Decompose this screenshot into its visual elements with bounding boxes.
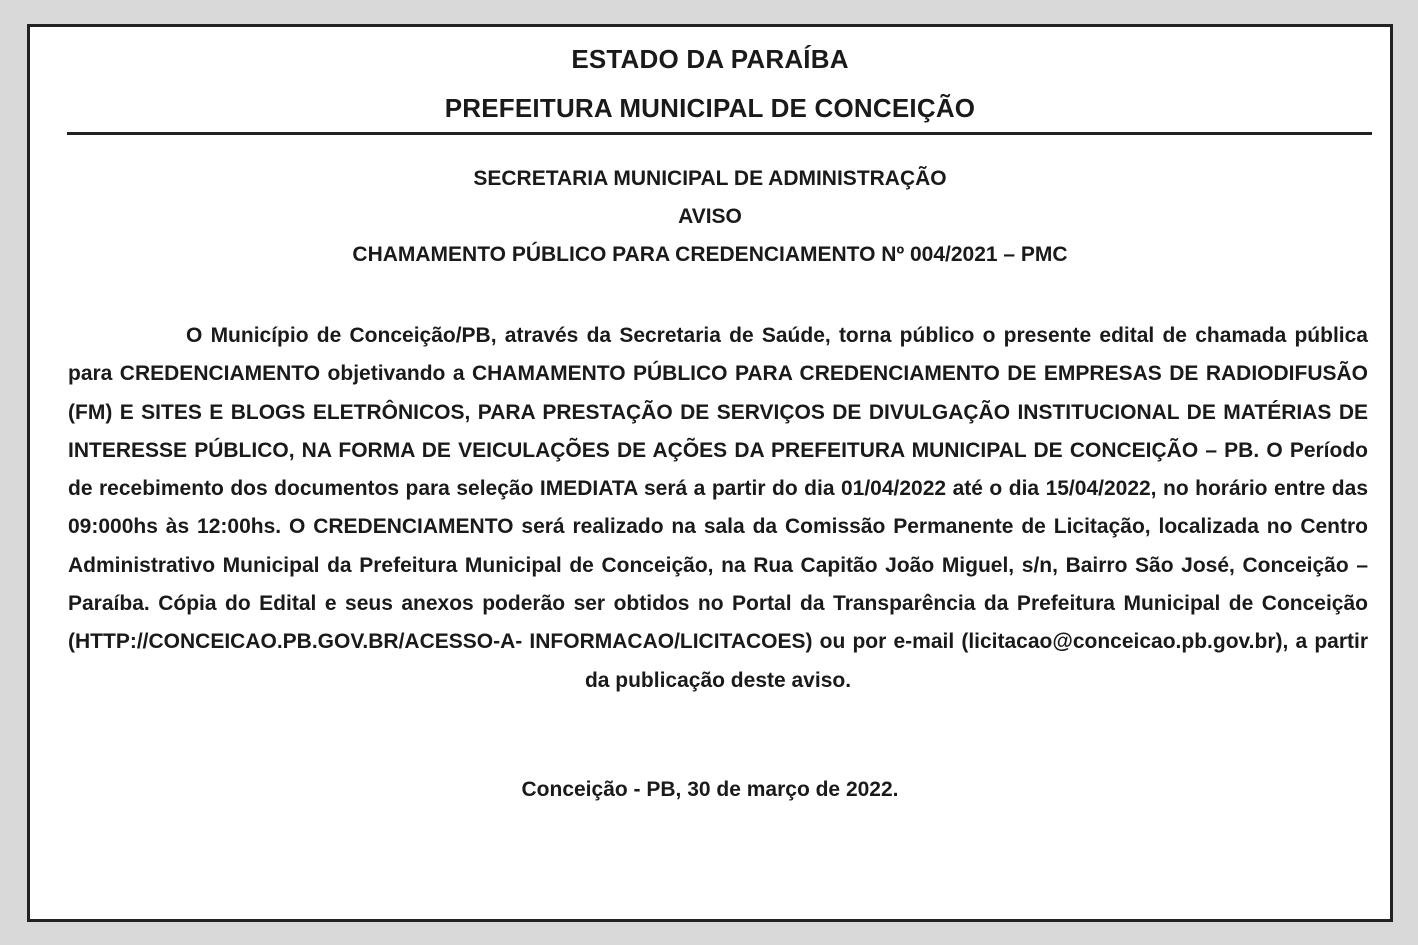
notice-body-paragraph: O Município de Conceição/PB, através da Secretaria de Saúde, torna público o presente edital de chamada pública para CREDENCIAMENTO objetivando a CHAMAMENTO PÚBLICO PARA CREDENCIAMENTO DE EMPRESAS DE RADIODIFUSÃO (FM) E SITES E BLOGS ELETRÔNICOS, PARA PRESTAÇÃO DE SERVIÇOS DE DIVULGAÇÃO INSTITUCIONAL DE MATÉRIAS DE INTERESSE PÚBLICO, NA FORMA DE VEICULAÇÕES DE AÇÕES DA PREFEITURA MUNICIPAL DE CONCEIÇÃO – PB. O Período de recebimento dos documentos para seleção IMEDIATA será a partir do dia 01/04/2022 até o dia 15/04/2022, no horário entre das 09:000hs às 12:00hs. O CREDENCIAMENTO será realizado na sala da Comissão Permanente de Licitação, localizada no Centro Administrativo Municipal da Prefeitura Municipal de Conceição, na Rua Capitão João Miguel, s/n, Bairro São José, Conceição – Paraíba. Cópia do Edital e seus anexos poderão ser obtidos no Portal da Transparência da Prefeitura Municipal de Conceição (HTTP://CONCEICAO.PB.GOV.BR/ACESSO-A- INFORMACAO/LICITACOES) ou por e-mail (licitacao@conceicao.pb.gov.br), a partir da publicação deste aviso. [68, 324, 1368, 692]
call-title-heading: CHAMAMENTO PÚBLICO PARA CREDENCIAMENTO Nº 004/2021 – PMC [352, 243, 1068, 266]
place-date-line: Conceição - PB, 30 de março de 2022. [521, 778, 899, 801]
notice-box [27, 24, 1393, 922]
municipality-heading: PREFEITURA MUNICIPAL DE CONCEIÇÃO [444, 93, 976, 123]
secretariat-heading: SECRETARIA MUNICIPAL DE ADMINISTRAÇÃO [473, 167, 947, 190]
state-heading: ESTADO DA PARAÍBA [571, 44, 849, 74]
notice-type-heading: AVISO [678, 205, 742, 228]
header-divider [67, 132, 1372, 135]
